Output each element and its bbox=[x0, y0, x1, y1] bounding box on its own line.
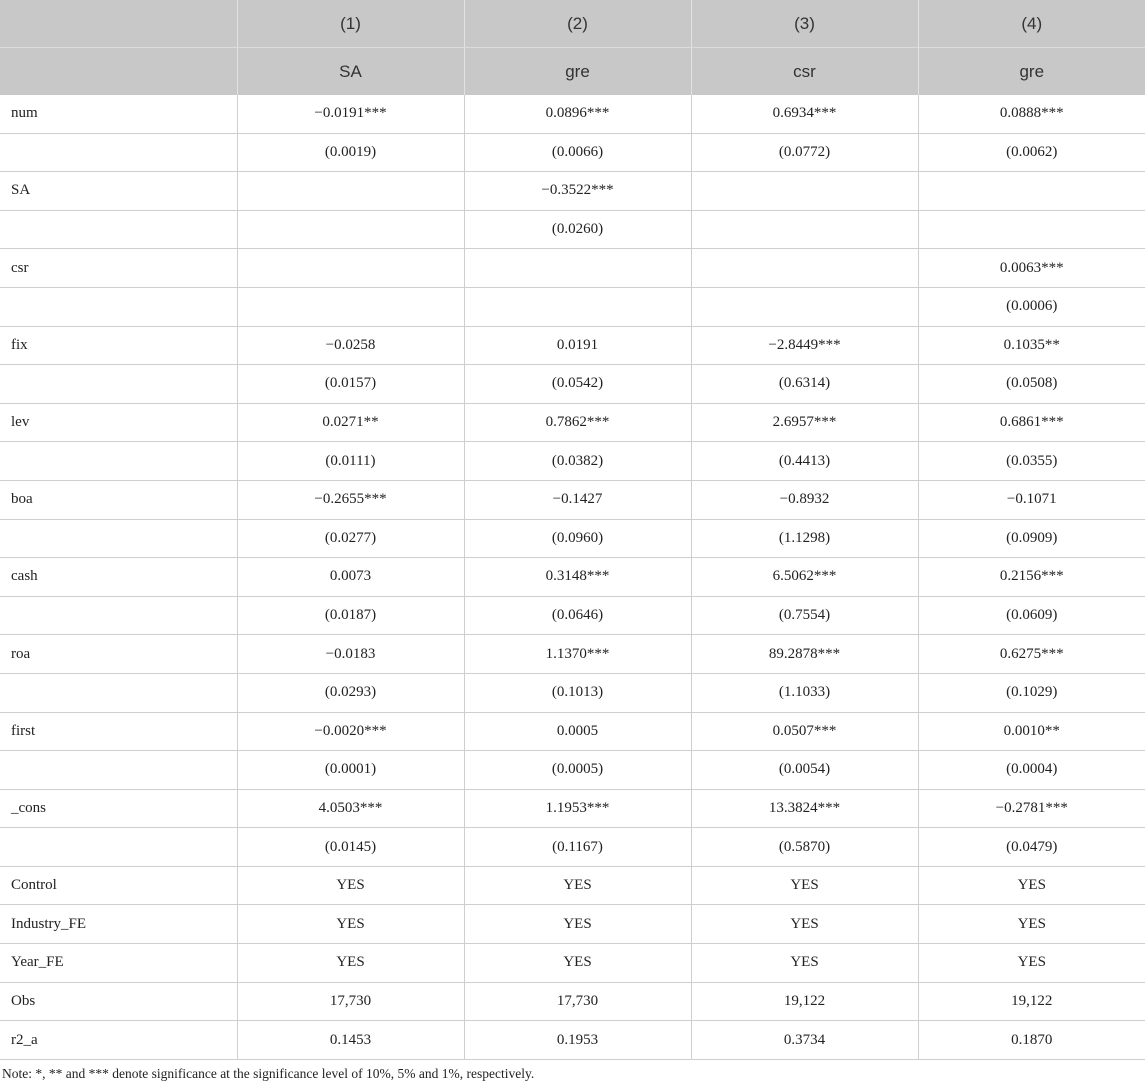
table-cell: 0.1953 bbox=[464, 1021, 691, 1060]
table-row bbox=[0, 866, 1145, 905]
table-cell: 0.7862*** bbox=[464, 403, 691, 442]
table-row bbox=[0, 673, 1145, 712]
table-cell: (0.6314) bbox=[691, 365, 918, 404]
table-cell: 0.0507*** bbox=[691, 712, 918, 751]
table-cell: (0.0772) bbox=[691, 133, 918, 172]
table-cell bbox=[691, 210, 918, 249]
table-cell: 0.0010** bbox=[918, 712, 1145, 751]
table-cell: 0.0191 bbox=[464, 326, 691, 365]
table-cell: −0.2781*** bbox=[918, 789, 1145, 828]
table-cell bbox=[237, 172, 464, 211]
table-cell: −0.1427 bbox=[464, 480, 691, 519]
table-cell: (0.1029) bbox=[918, 673, 1145, 712]
table-cell: 0.0271** bbox=[237, 403, 464, 442]
table-cell bbox=[464, 249, 691, 288]
header-dependent-variable: SA bbox=[237, 48, 464, 96]
table-cell: 1.1953*** bbox=[464, 789, 691, 828]
table-cell: (0.0293) bbox=[237, 673, 464, 712]
table-row bbox=[0, 982, 1145, 1021]
table-row bbox=[0, 828, 1145, 867]
table-cell: 0.6934*** bbox=[691, 95, 918, 133]
table-cell: (0.0054) bbox=[691, 751, 918, 790]
table-cell: 0.0005 bbox=[464, 712, 691, 751]
table-cell: 6.5062*** bbox=[691, 558, 918, 597]
table-cell: YES bbox=[464, 905, 691, 944]
table-cell bbox=[691, 287, 918, 326]
table-cell: 0.1453 bbox=[237, 1021, 464, 1060]
header-model-number: (3) bbox=[691, 0, 918, 48]
table-row bbox=[0, 519, 1145, 558]
row-label bbox=[0, 596, 237, 635]
table-cell: −0.3522*** bbox=[464, 172, 691, 211]
table-cell: −0.0183 bbox=[237, 635, 464, 674]
table-cell: 2.6957*** bbox=[691, 403, 918, 442]
table-row bbox=[0, 403, 1145, 442]
table-cell: YES bbox=[918, 866, 1145, 905]
row-label: fix bbox=[0, 326, 237, 365]
table-row bbox=[0, 287, 1145, 326]
table-cell: 0.3734 bbox=[691, 1021, 918, 1060]
table-cell: 0.3148*** bbox=[464, 558, 691, 597]
table-cell: (0.0479) bbox=[918, 828, 1145, 867]
table-cell: 19,122 bbox=[918, 982, 1145, 1021]
header-row-dependent-variables bbox=[0, 48, 1145, 96]
row-label bbox=[0, 287, 237, 326]
table-cell: YES bbox=[918, 905, 1145, 944]
row-label: SA bbox=[0, 172, 237, 211]
table-cell: −0.0191*** bbox=[237, 95, 464, 133]
table-body bbox=[0, 95, 1145, 1059]
table-row bbox=[0, 751, 1145, 790]
table-cell: (0.7554) bbox=[691, 596, 918, 635]
table-cell: 0.1870 bbox=[918, 1021, 1145, 1060]
table-row bbox=[0, 172, 1145, 211]
table-row bbox=[0, 1021, 1145, 1060]
table-cell bbox=[464, 287, 691, 326]
table-row bbox=[0, 789, 1145, 828]
row-label bbox=[0, 442, 237, 481]
row-label: roa bbox=[0, 635, 237, 674]
header-row-model-numbers bbox=[0, 0, 1145, 48]
table-row bbox=[0, 635, 1145, 674]
row-label: boa bbox=[0, 480, 237, 519]
table-cell: (0.1167) bbox=[464, 828, 691, 867]
table-cell: (0.0277) bbox=[237, 519, 464, 558]
table-row bbox=[0, 905, 1145, 944]
table-cell bbox=[691, 249, 918, 288]
header-model-number: (2) bbox=[464, 0, 691, 48]
header-dependent-variable: gre bbox=[918, 48, 1145, 96]
table-cell: (0.0111) bbox=[237, 442, 464, 481]
table-cell: (0.0001) bbox=[237, 751, 464, 790]
table-cell: YES bbox=[691, 905, 918, 944]
table-cell: 0.6275*** bbox=[918, 635, 1145, 674]
table-cell: −0.0258 bbox=[237, 326, 464, 365]
table-row bbox=[0, 712, 1145, 751]
table-cell: (0.0157) bbox=[237, 365, 464, 404]
row-label bbox=[0, 133, 237, 172]
table-cell: YES bbox=[237, 944, 464, 983]
table-cell: 17,730 bbox=[464, 982, 691, 1021]
header-dependent-variable: csr bbox=[691, 48, 918, 96]
row-label bbox=[0, 519, 237, 558]
table-row bbox=[0, 95, 1145, 133]
table-cell: (1.1298) bbox=[691, 519, 918, 558]
header-corner-cell bbox=[0, 0, 237, 48]
table-row bbox=[0, 596, 1145, 635]
table-cell: YES bbox=[237, 866, 464, 905]
table-header bbox=[0, 0, 1145, 95]
table-cell: 0.0063*** bbox=[918, 249, 1145, 288]
table-cell: (0.0960) bbox=[464, 519, 691, 558]
table-cell bbox=[237, 287, 464, 326]
table-cell: (0.0019) bbox=[237, 133, 464, 172]
table-cell: (0.4413) bbox=[691, 442, 918, 481]
table-cell: −0.1071 bbox=[918, 480, 1145, 519]
table-cell: 13.3824*** bbox=[691, 789, 918, 828]
header-dependent-variable: gre bbox=[464, 48, 691, 96]
table-row bbox=[0, 133, 1145, 172]
table-cell: 0.6861*** bbox=[918, 403, 1145, 442]
table-cell: (0.0609) bbox=[918, 596, 1145, 635]
table-cell: (0.0355) bbox=[918, 442, 1145, 481]
table-row bbox=[0, 944, 1145, 983]
table-cell: 17,730 bbox=[237, 982, 464, 1021]
table-row bbox=[0, 365, 1145, 404]
table-cell: (0.0187) bbox=[237, 596, 464, 635]
row-label bbox=[0, 828, 237, 867]
table-cell: (0.0145) bbox=[237, 828, 464, 867]
table-cell: (0.0542) bbox=[464, 365, 691, 404]
table-cell: YES bbox=[691, 866, 918, 905]
table-cell: −0.2655*** bbox=[237, 480, 464, 519]
row-label: first bbox=[0, 712, 237, 751]
row-label: Year_FE bbox=[0, 944, 237, 983]
header-model-number: (1) bbox=[237, 0, 464, 48]
table-cell: YES bbox=[237, 905, 464, 944]
table-cell: 1.1370*** bbox=[464, 635, 691, 674]
row-label: lev bbox=[0, 403, 237, 442]
row-label: cash bbox=[0, 558, 237, 597]
table-cell: 0.1035** bbox=[918, 326, 1145, 365]
row-label: Control bbox=[0, 866, 237, 905]
header-model-number: (4) bbox=[918, 0, 1145, 48]
table-row bbox=[0, 558, 1145, 597]
table-cell: 0.2156*** bbox=[918, 558, 1145, 597]
table-cell bbox=[918, 172, 1145, 211]
table-cell: (0.0006) bbox=[918, 287, 1145, 326]
row-label bbox=[0, 210, 237, 249]
table-cell bbox=[918, 210, 1145, 249]
row-label bbox=[0, 751, 237, 790]
table-cell: (0.0382) bbox=[464, 442, 691, 481]
table-cell: YES bbox=[464, 866, 691, 905]
table-cell: (0.0062) bbox=[918, 133, 1145, 172]
table-cell: (0.0646) bbox=[464, 596, 691, 635]
row-label bbox=[0, 673, 237, 712]
table-cell: 89.2878*** bbox=[691, 635, 918, 674]
table-row bbox=[0, 442, 1145, 481]
table-note: Note: *, ** and *** denote significance at the significance level of 10%, 5% and 1%, respectively. bbox=[2, 1066, 535, 1081]
table-cell: (0.0508) bbox=[918, 365, 1145, 404]
table-cell: −0.0020*** bbox=[237, 712, 464, 751]
table-cell: (0.5870) bbox=[691, 828, 918, 867]
table-cell: (0.0260) bbox=[464, 210, 691, 249]
table-cell: 19,122 bbox=[691, 982, 918, 1021]
row-label: Industry_FE bbox=[0, 905, 237, 944]
header-corner-cell bbox=[0, 48, 237, 96]
table-cell: 0.0896*** bbox=[464, 95, 691, 133]
table-cell: (0.0005) bbox=[464, 751, 691, 790]
table-cell: 4.0503*** bbox=[237, 789, 464, 828]
table-row bbox=[0, 210, 1145, 249]
table-row bbox=[0, 326, 1145, 365]
table-cell bbox=[237, 210, 464, 249]
table-cell: −0.8932 bbox=[691, 480, 918, 519]
row-label: Obs bbox=[0, 982, 237, 1021]
table-cell: (0.0909) bbox=[918, 519, 1145, 558]
table-cell: (1.1033) bbox=[691, 673, 918, 712]
row-label: r2_a bbox=[0, 1021, 237, 1060]
table-row bbox=[0, 480, 1145, 519]
table-cell bbox=[237, 249, 464, 288]
row-label: _cons bbox=[0, 789, 237, 828]
table-cell: YES bbox=[918, 944, 1145, 983]
table-row bbox=[0, 249, 1145, 288]
row-label: num bbox=[0, 95, 237, 133]
table-cell: (0.1013) bbox=[464, 673, 691, 712]
table-cell: (0.0004) bbox=[918, 751, 1145, 790]
table-cell: (0.0066) bbox=[464, 133, 691, 172]
table-cell: 0.0888*** bbox=[918, 95, 1145, 133]
row-label bbox=[0, 365, 237, 404]
row-label: csr bbox=[0, 249, 237, 288]
table-cell: YES bbox=[691, 944, 918, 983]
table-cell bbox=[691, 172, 918, 211]
table-cell: YES bbox=[464, 944, 691, 983]
table-cell: 0.0073 bbox=[237, 558, 464, 597]
table-cell: −2.8449*** bbox=[691, 326, 918, 365]
